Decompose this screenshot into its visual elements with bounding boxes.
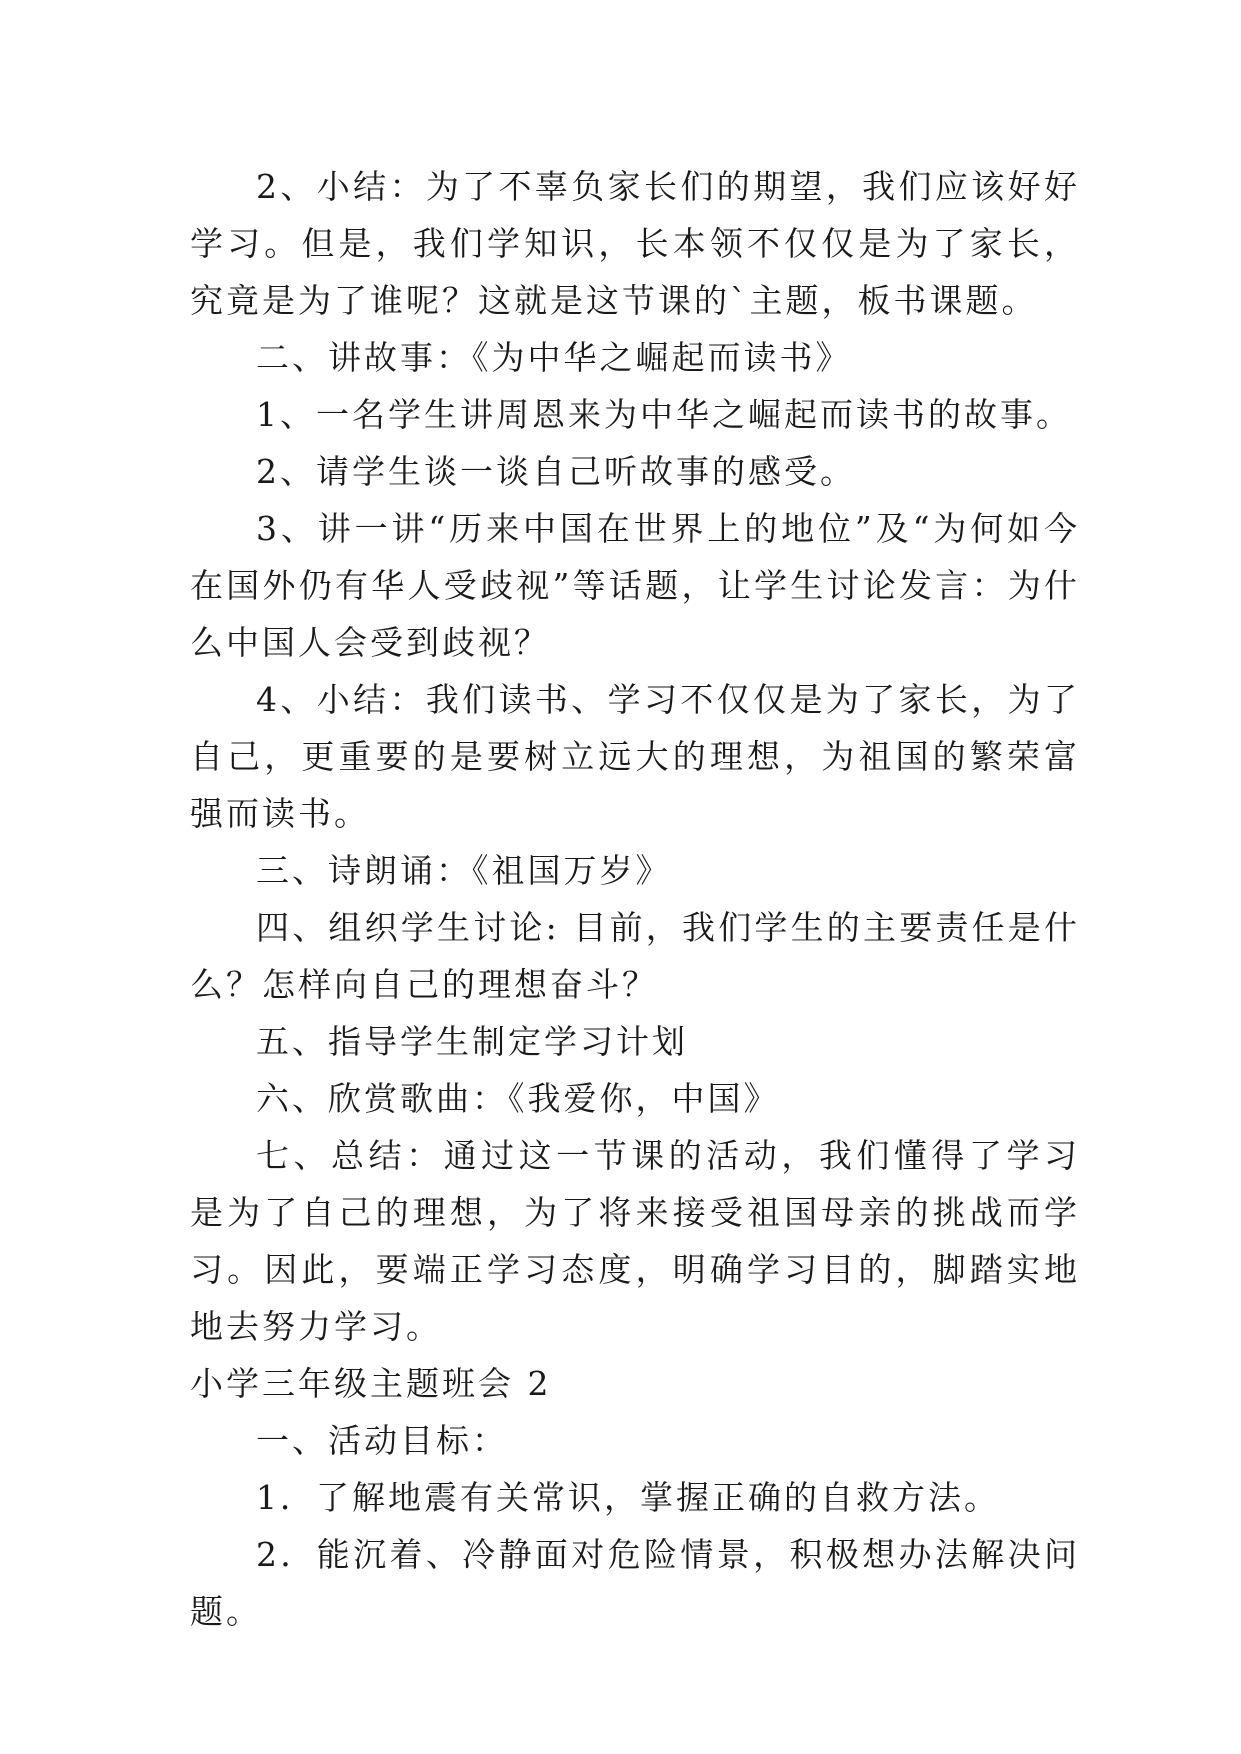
paragraph-goal-2: 2．能沉着、冷静面对危险情景，积极想办法解决问题。 [190, 1535, 1080, 1631]
paragraph-story-1: 1、一名学生讲周恩来为中华之崛起而读书的故事。 [256, 395, 1072, 434]
section-heading-discussion: 四、组织学生讨论: 目前，我们学生的主要责任是什么？怎样向自己的理想奋斗？ [190, 908, 1080, 1004]
document-body [190, 158, 1080, 1640]
paragraph-summary-1: 2、小结：为了不辜负家长们的期望，我们应该好好学习。但是，我们学知识，长本领不仅仅是为了家长，究竟是为了谁呢？这就是这节课的`主题，板书课题。 [190, 167, 1080, 320]
section-heading-goals: 一、活动目标： [256, 1421, 508, 1460]
paragraph-story-3: 3、讲一讲“历来中国在世界上的地位”及“为何如今在国外仍有华人受歧视”等话题，让学生讨论发言：为什么中国人会受到歧视？ [190, 509, 1080, 662]
paragraph-goal-1: 1．了解地震有关常识，掌握正确的自救方法。 [256, 1478, 1000, 1517]
section-heading-poem: 三、诗朗诵：《祖国万岁》 [256, 851, 672, 890]
section-heading-story: 二、讲故事：《为中华之崛起而读书》 [256, 338, 852, 377]
paragraph-story-2: 2、请学生谈一谈自己听故事的感受。 [256, 452, 856, 491]
section-heading-plan: 五、指导学生制定学习计划 [256, 1022, 688, 1061]
paragraph-story-4: 4、小结：我们读书、学习不仅仅是为了家长，为了自己，更重要的是要树立远大的理想，为祖国的繁荣富强而读书。 [190, 680, 1080, 833]
document-subtitle: 小学三年级主题班会 2 [190, 1364, 552, 1403]
section-heading-song: 六、欣赏歌曲：《我爱你，中国》 [256, 1079, 780, 1118]
section-heading-summary: 七、总结：通过这一节课的活动，我们懂得了学习是为了自己的理想，为了将来接受祖国母亲的挑战而学习。因此，要端正学习态度，明确学习目的，脚踏实地地去努力学习。 [190, 1136, 1080, 1346]
